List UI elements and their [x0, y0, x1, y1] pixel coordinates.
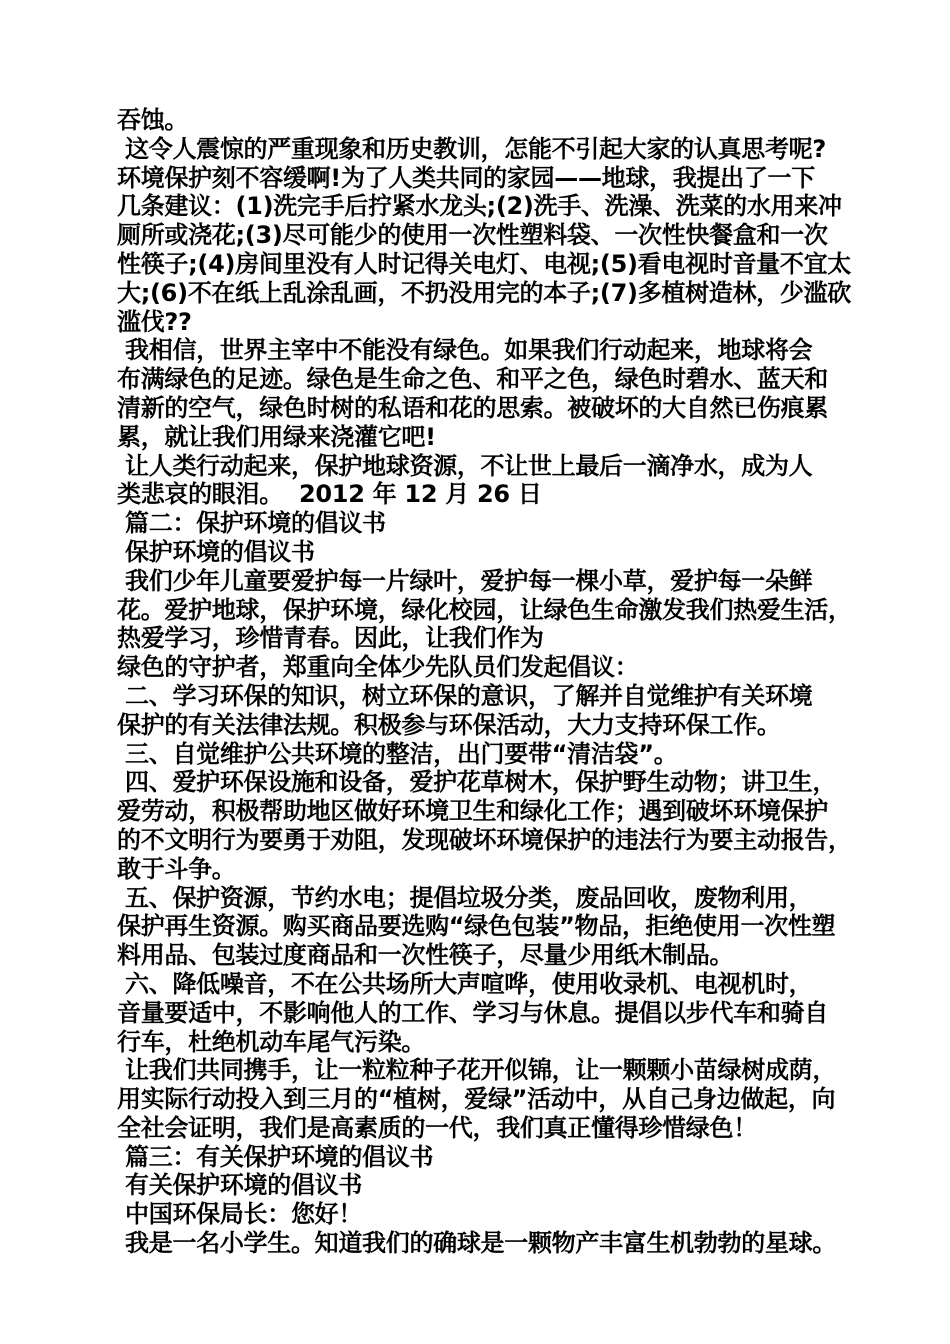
text-line: 性筷子;(4)房间里没有人时记得关电灯、电视;(5)看电视时音量不宜太 [117, 249, 851, 278]
list-item-line: 六、降低噪音，不在公共场所大声喧哗，使用收录机、电视机时， [117, 969, 813, 998]
text-line: 清新的空气，绿色时树的私语和花的思索。被破坏的大自然已伤痕累 [117, 393, 828, 422]
document-body [117, 106, 857, 1258]
text-line: 布满绿色的足迹。绿色是生命之色、和平之色，绿色时碧水、蓝天和 [117, 365, 828, 394]
date-line: 类悲哀的眼泪。 2012 年 12 月 26 日 [117, 480, 542, 509]
paragraph-start-line: 让我们共同携手，让一粒粒种子花开似锦，让一颗颗小苗绿树成荫， [117, 1056, 837, 1085]
text-line: 花。爱护地球，保护环境，绿化校园，让绿色生命激发我们热爱生活， [117, 595, 852, 624]
paragraph-start-line: 这令人震惊的严重现象和历史教训，怎能不引起大家的认真思考呢? [117, 134, 826, 163]
text-line: 保护再生资源。购买商品要选购“绿色包装”物品，拒绝使用一次性塑 [117, 912, 836, 941]
paragraph-start-line: 让人类行动起来，保护地球资源，不让世上最后一滴净水，成为人 [117, 451, 813, 480]
text-line: 行车，杜绝机动车尾气污染。 [117, 1027, 426, 1056]
text-line: 的不文明行为要勇于劝阻，发现破坏环境保护的违法行为要主动报告， [117, 825, 852, 854]
text-line: 环境保护刻不容缓啊!为了人类共同的家园——地球，我提出了一下 [117, 163, 815, 192]
text-line: 几条建议：(1)洗完手后拧紧水龙头;(2)洗手、洗澡、洗菜的水用来冲 [117, 192, 842, 221]
text-line: 爱劳动，积极帮助地区做好环境卫生和绿化工作；遇到破坏环境保护 [117, 797, 828, 826]
text-line: 大;(6)不在纸上乱涂乱画，不扔没用完的本子;(7)多植树造林，少滥砍 [117, 278, 851, 307]
text-line: 累，就让我们用绿来浇灌它吧! [117, 422, 436, 451]
text-line: 保护的有关法律法规。积极参与环保活动，大力支持环保工作。 [117, 710, 781, 739]
list-item-line: 二、学习环保的知识，树立环保的意识，了解并自觉维护有关环境 [117, 681, 813, 710]
list-item-line: 四、爱护环保设施和设备，爱护花草树木，保护野生动物；讲卫生， [117, 768, 837, 797]
text-line: 吞蚀。 [117, 106, 189, 134]
text-line: 料用品、包装过度商品和一次性筷子，尽量少用纸木制品。 [117, 941, 734, 970]
list-item-line: 三、自觉维护公共环境的整洁，出门要带“清洁袋”。 [117, 739, 678, 768]
text-line: 绿色的守护者，郑重向全体少先队员们发起倡议： [117, 653, 639, 682]
section-title: 保护环境的倡议书 [117, 537, 315, 566]
text-line: 厕所或浇花;(3)尽可能少的使用一次性塑料袋、一次性快餐盒和一次 [117, 221, 828, 250]
text-line: 全社会证明，我们是高素质的一代，我们真正懂得珍惜绿色！ [117, 1113, 757, 1142]
section-heading: 篇三：有关保护环境的倡议书 [117, 1142, 434, 1171]
section-title: 有关保护环境的倡议书 [117, 1171, 363, 1200]
section-heading: 篇二：保护环境的倡议书 [117, 509, 386, 538]
paragraph-start-line: 我是一名小学生。知道我们的确球是一颗物产丰富生机勃勃的星球。 [117, 1229, 837, 1258]
text-line: 音量要适中，不影响他人的工作、学习与休息。提倡以步代车和骑自 [117, 998, 828, 1027]
list-item-line: 五、保护资源，节约水电；提倡垃圾分类，废品回收，废物利用， [117, 883, 813, 912]
text-line: 滥伐?? [117, 307, 192, 336]
paragraph-start-line: 我相信，世界主宰中不能没有绿色。如果我们行动起来，地球将会 [117, 336, 813, 365]
text-line: 热爱学习，珍惜青春。因此，让我们作为 [117, 624, 544, 653]
text-line: 敢于斗争。 [117, 854, 236, 883]
paragraph-start-line: 我们少年儿童要爱护每一片绿叶，爱护每一棵小草，爱护每一朵鲜 [117, 566, 813, 595]
salutation-line: 中国环保局长：您好！ [117, 1200, 363, 1229]
text-line: 用实际行动投入到三月的“植树，爱绿”活动中，从自己身边做起，向 [117, 1085, 836, 1114]
